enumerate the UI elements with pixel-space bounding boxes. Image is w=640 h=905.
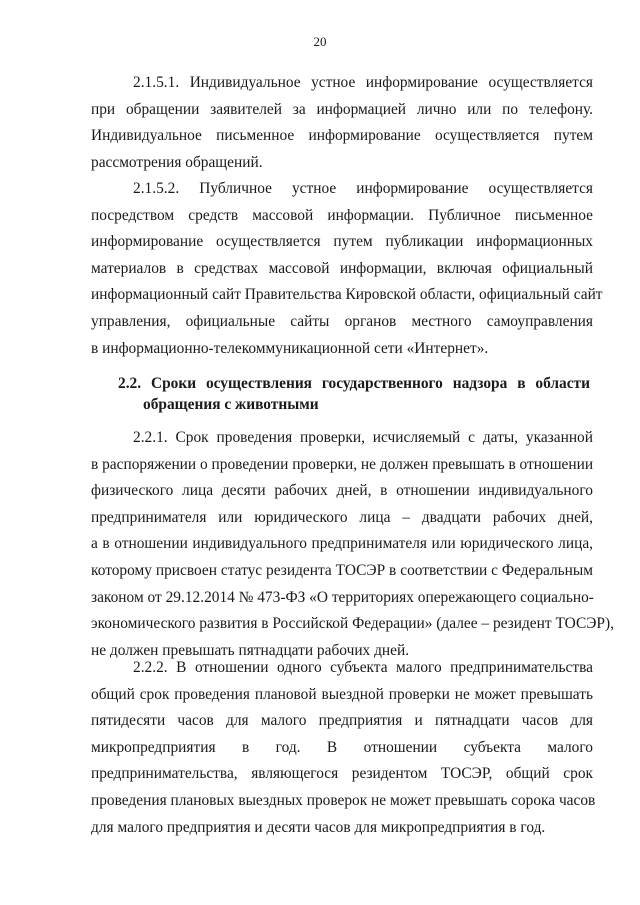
text-line: предпринимательства, являющегося резидентом ТОСЭР, общий срок <box>91 765 593 783</box>
text-line: пятидесяти часов для малого предприятия и пятнадцати часов для <box>91 712 593 730</box>
text-line: в информационно-телекоммуникационной сети «Интернет». <box>91 339 489 357</box>
paragraph-2-1-5-1 <box>91 70 593 176</box>
text-line: микропредприятия в год. В отношении субъекта малого <box>91 738 593 756</box>
page-number: 20 <box>313 34 327 49</box>
text-line: которому присвоен статус резидента ТОСЭР в соответствии с Федеральным <box>91 561 593 579</box>
text-line: в распоряжении о проведении проверки, не должен превышать в отношении <box>91 455 594 473</box>
text-line: посредством средств массовой информации. Публичное письменное <box>91 206 593 224</box>
text-line: рассмотрения обращений. <box>91 153 263 171</box>
text-line: не должен превышать пятнадцати рабочих дней. <box>91 641 410 659</box>
text-line: проведения плановых выездных проверок не может превышать сорока часов <box>91 791 596 809</box>
paragraph-2-2-2 <box>91 655 596 841</box>
text-line: управления, официальные сайты органов местного самоуправления <box>91 312 593 330</box>
text-line: законом от 29.12.2014 № 473-ФЗ «О территориях опережающего социально- <box>91 588 594 606</box>
heading-line: обращения с животными <box>143 396 319 413</box>
text-line: экономического развития в Российской Федерации» (далее – резидент ТОСЭР), <box>91 615 614 633</box>
text-line: а в отношении индивидуального предпринимателя или юридического лица, <box>91 535 593 553</box>
text-line: предпринимателя или юридического лица – двадцати рабочих дней, <box>91 508 593 526</box>
text-line: 2.2.2. В отношении одного субъекта малого предпринимательства <box>133 659 593 676</box>
text-line: для малого предприятия и десяти часов для микропредприятия в год. <box>91 818 546 836</box>
text-line: информирование осуществляется путем публикации информационных <box>91 233 593 251</box>
text-line: 2.1.5.2. Публичное устное информирование осуществляется <box>133 180 593 197</box>
text-line: материалов в средствах массовой информации, включая официальный <box>91 259 593 277</box>
paragraph-2-1-5-2 <box>91 176 603 362</box>
text-line: информационный сайт Правительства Кировской области, официальный сайт <box>91 286 603 304</box>
section-heading-2-2 <box>118 373 590 415</box>
paragraph-2-2-1 <box>91 425 614 664</box>
text-line: физического лица десяти рабочих дней, в отношении индивидуального <box>91 482 593 500</box>
text-line: общий срок проведения плановой выездной проверки не может превышать <box>91 685 593 703</box>
text-line: 2.1.5.1. Индивидуальное устное информирование осуществляется <box>133 74 593 91</box>
heading-line: 2.2. Сроки осуществления государственного надзора в области <box>118 375 590 392</box>
text-line: 2.2.1. Срок проведения проверки, исчисляемый с даты, указанной <box>133 429 593 446</box>
text-line: при обращении заявителей за информацией лично или по телефону. <box>91 100 593 118</box>
text-line: Индивидуальное письменное информирование осуществляется путем <box>91 127 593 145</box>
